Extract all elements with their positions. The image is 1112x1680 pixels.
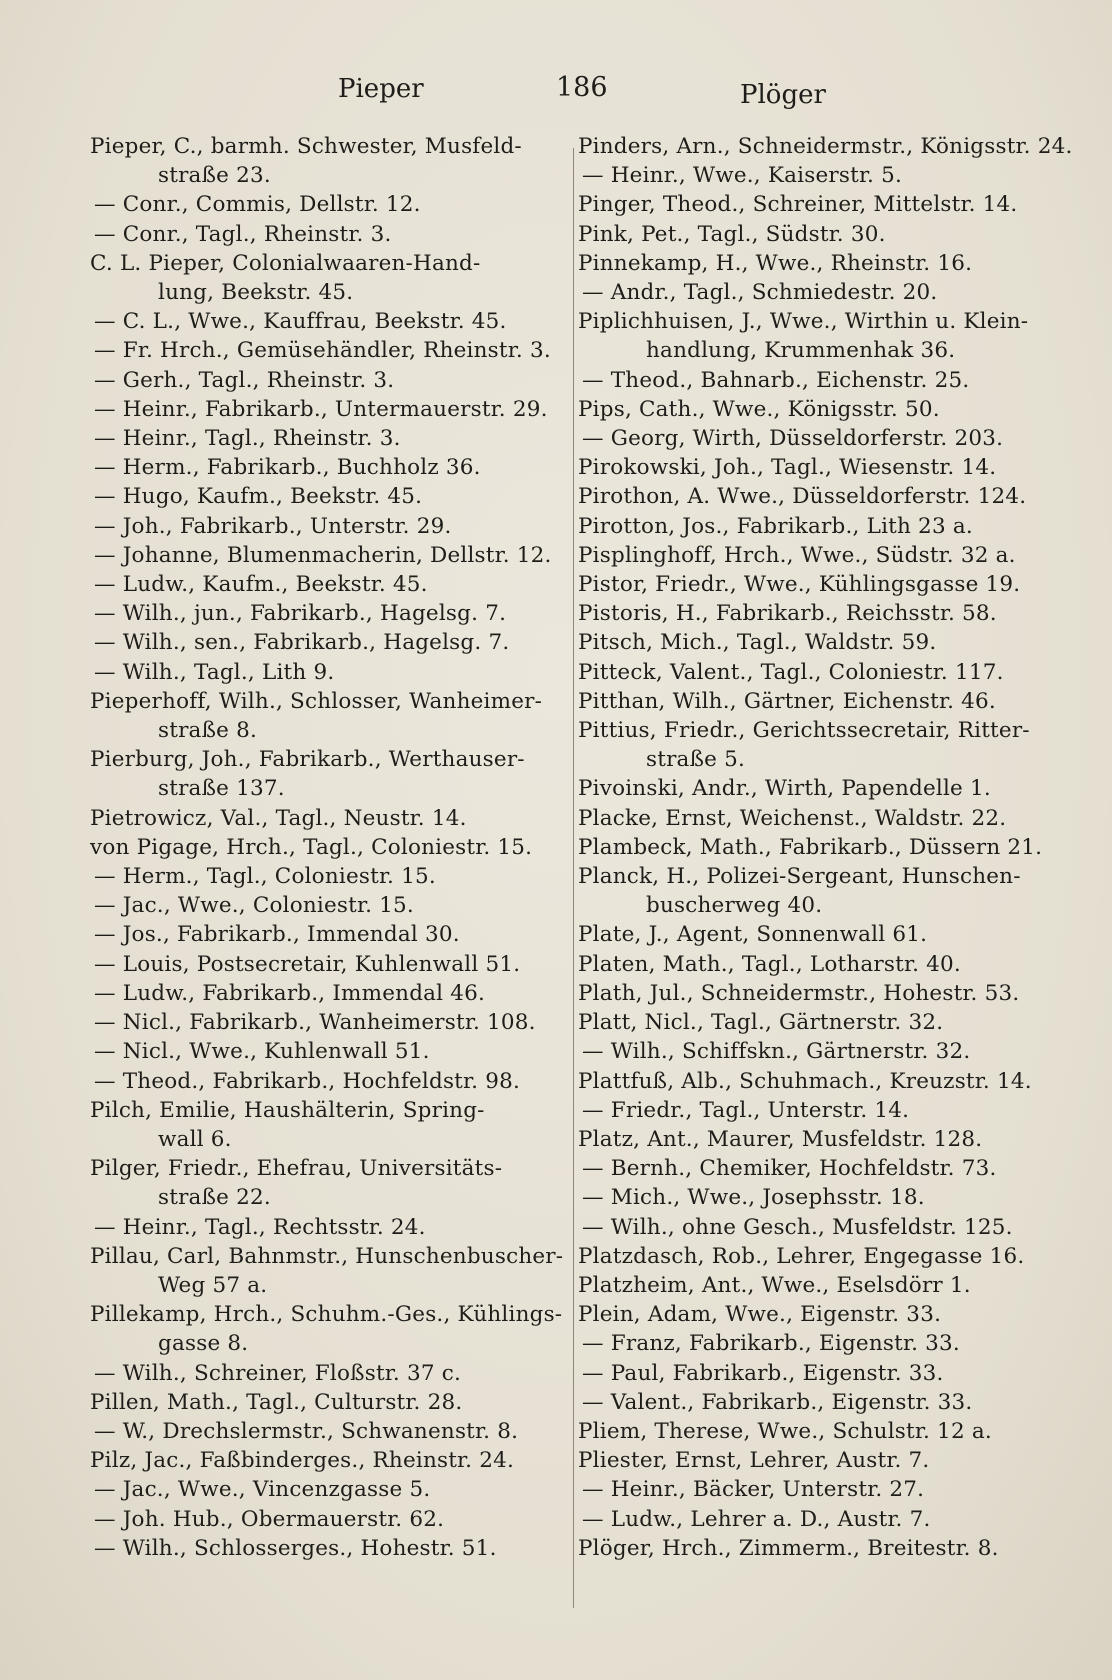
directory-entry-line: Plattfuß, Alb., Schuhmach., Kreuzstr. 14. — [578, 1068, 1032, 1094]
directory-entry-line: Platzheim, Ant., Wwe., Eselsdörr 1. — [578, 1272, 971, 1298]
directory-entry-line: — Conr., Commis, Dellstr. 12. — [94, 192, 421, 218]
directory-entry-line: — Gerh., Tagl., Rheinstr. 3. — [94, 367, 395, 393]
directory-entry-line: — Herm., Fabrikarb., Buchholz 36. — [94, 455, 481, 481]
directory-entry-line: — Ludw., Kaufm., Beekstr. 45. — [94, 572, 428, 598]
directory-entry-line: Pirotton, Jos., Fabrikarb., Lith 23 a. — [578, 513, 973, 539]
directory-entry-line: Pistor, Friedr., Wwe., Kühlingsgasse 19. — [578, 572, 1021, 598]
directory-entry-line: straße 22. — [158, 1185, 271, 1211]
directory-entry-line: Platz, Ant., Maurer, Musfeldstr. 128. — [578, 1126, 983, 1152]
directory-entry-line: Pitsch, Mich., Tagl., Waldstr. 59. — [578, 630, 937, 656]
directory-entry-line: — Johanne, Blumenmacherin, Dellstr. 12. — [94, 542, 552, 568]
directory-entry-line: Pillau, Carl, Bahnmstr., Hunschenbuscher- — [90, 1243, 564, 1269]
directory-entry-line: Piplichhuisen, J., Wwe., Wirthin u. Klein- — [578, 309, 1029, 335]
directory-entry-line: — Nicl., Fabrikarb., Wanheimerstr. 108. — [94, 1010, 536, 1036]
directory-entry-line: Pietrowicz, Val., Tagl., Neustr. 14. — [90, 805, 467, 831]
directory-entry-line: Plein, Adam, Wwe., Eigenstr. 33. — [578, 1302, 942, 1328]
directory-entry-line: — Friedr., Tagl., Unterstr. 14. — [582, 1097, 910, 1123]
directory-entry-line: — Wilh., jun., Fabrikarb., Hagelsg. 7. — [94, 601, 507, 627]
directory-entry-line: Pink, Pet., Tagl., Südstr. 30. — [578, 221, 886, 247]
directory-entry-line: Pillen, Math., Tagl., Culturstr. 28. — [90, 1389, 463, 1415]
directory-entry-line: — Bernh., Chemiker, Hochfeldstr. 73. — [582, 1156, 997, 1182]
directory-entry-line: Pliester, Ernst, Lehrer, Austr. 7. — [578, 1448, 930, 1474]
right-column — [578, 132, 1073, 1563]
directory-entry-line: — Conr., Tagl., Rheinstr. 3. — [94, 221, 392, 247]
left-column — [90, 132, 564, 1563]
directory-entry-line: C. L. Pieper, Colonialwaaren-Hand- — [90, 250, 481, 276]
directory-entry-line: Planck, H., Polizei-Sergeant, Hunschen- — [578, 864, 1021, 890]
directory-entry-line: Pilger, Friedr., Ehefrau, Universitäts- — [90, 1156, 503, 1182]
directory-entry-line: Weg 57 a. — [158, 1272, 268, 1298]
directory-entry-line: — Jos., Fabrikarb., Immendal 30. — [94, 922, 460, 948]
directory-entry-line: handlung, Krummenhak 36. — [646, 338, 956, 364]
directory-entry-line: — Heinr., Tagl., Rheinstr. 3. — [94, 426, 401, 452]
directory-entry-line: — Franz, Fabrikarb., Eigenstr. 33. — [582, 1331, 960, 1357]
directory-entry-line: Pitteck, Valent., Tagl., Coloniestr. 117. — [578, 659, 1004, 685]
header-first-name: Pieper — [338, 74, 424, 104]
directory-entry-line: — Fr. Hrch., Gemüsehändler, Rheinstr. 3. — [94, 338, 551, 364]
directory-entry-line: — Theod., Fabrikarb., Hochfeldstr. 98. — [94, 1068, 520, 1094]
directory-entry-line: Pivoinski, Andr., Wirth, Papendelle 1. — [578, 776, 991, 802]
directory-entry-line: wall 6. — [158, 1126, 232, 1152]
directory-entry-line: — Joh., Fabrikarb., Unterstr. 29. — [94, 513, 452, 539]
directory-entry-line: straße 5. — [646, 747, 746, 773]
directory-entry-line: Pliem, Therese, Wwe., Schulstr. 12 a. — [578, 1418, 992, 1444]
header-last-name: Plöger — [740, 80, 826, 110]
directory-entry-line: — Nicl., Wwe., Kuhlenwall 51. — [94, 1039, 430, 1065]
directory-entry-line: — Jac., Wwe., Vincenzgasse 5. — [94, 1477, 431, 1503]
directory-entry-line: — Wilh., sen., Fabrikarb., Hagelsg. 7. — [94, 630, 510, 656]
directory-entry-line: — Heinr., Bäcker, Unterstr. 27. — [582, 1477, 925, 1503]
directory-entry-line: — Andr., Tagl., Schmiedestr. 20. — [582, 280, 938, 306]
directory-entry-line: lung, Beekstr. 45. — [158, 280, 354, 306]
directory-entry-line: Platen, Math., Tagl., Lotharstr. 40. — [578, 951, 961, 977]
directory-entry-line: Pittius, Friedr., Gerichtssecretair, Ritter- — [578, 718, 1030, 744]
directory-entry-line: Pieper, C., barmh. Schwester, Musfeld- — [90, 134, 522, 159]
directory-entry-line: Pilz, Jac., Faßbinderges., Rheinstr. 24. — [90, 1448, 515, 1474]
directory-entry-line: — Georg, Wirth, Düsseldorferstr. 203. — [582, 426, 1004, 452]
directory-entry-line: Placke, Ernst, Weichenst., Waldstr. 22. — [578, 805, 1007, 831]
directory-entry-line: — Wilh., Schreiner, Floßstr. 37 c. — [94, 1360, 462, 1386]
directory-entry-line: Pitthan, Wilh., Gärtner, Eichenstr. 46. — [578, 688, 996, 714]
directory-entry-line: — Ludw., Lehrer a. D., Austr. 7. — [582, 1506, 931, 1532]
directory-entry-line: Pistoris, H., Fabrikarb., Reichsstr. 58. — [578, 601, 997, 627]
directory-entry-line: — Wilh., Schlosserges., Hohestr. 51. — [94, 1535, 497, 1561]
directory-entry-line: — W., Drechslermstr., Schwanenstr. 8. — [94, 1418, 519, 1444]
directory-entry-line: — Heinr., Fabrikarb., Untermauerstr. 29. — [94, 396, 548, 422]
directory-entry-line: Pips, Cath., Wwe., Königsstr. 50. — [578, 396, 940, 422]
directory-entry-line: — Valent., Fabrikarb., Eigenstr. 33. — [582, 1389, 973, 1415]
directory-entry-line: — C. L., Wwe., Kauffrau, Beekstr. 45. — [94, 309, 507, 335]
directory-entry-line: straße 137. — [158, 776, 285, 802]
directory-entry-line: Plate, J., Agent, Sonnenwall 61. — [578, 922, 928, 948]
directory-entry-line: — Jac., Wwe., Coloniestr. 15. — [94, 893, 414, 919]
directory-entry-line: Pinger, Theod., Schreiner, Mittelstr. 14. — [578, 192, 1018, 218]
directory-entry-line: Platzdasch, Rob., Lehrer, Engegasse 16. — [578, 1243, 1025, 1269]
directory-entry-line: Pillekamp, Hrch., Schuhm.-Ges., Kühlings- — [90, 1302, 563, 1328]
directory-entry-line: von Pigage, Hrch., Tagl., Coloniestr. 15. — [90, 834, 533, 860]
directory-entry-line: — Heinr., Wwe., Kaiserstr. 5. — [582, 163, 903, 189]
directory-entry-line: Pinnekamp, H., Wwe., Rheinstr. 16. — [578, 250, 973, 276]
directory-entry-line: — Wilh., Tagl., Lith 9. — [94, 659, 335, 685]
directory-entry-line: Plöger, Hrch., Zimmerm., Breitestr. 8. — [578, 1535, 999, 1561]
directory-entry-line: straße 8. — [158, 718, 258, 744]
directory-entry-line: — Paul, Fabrikarb., Eigenstr. 33. — [582, 1360, 944, 1386]
directory-entry-line: — Heinr., Tagl., Rechtsstr. 24. — [94, 1214, 426, 1240]
directory-entry-line: gasse 8. — [158, 1331, 249, 1357]
directory-entry-line: — Ludw., Fabrikarb., Immendal 46. — [94, 980, 486, 1006]
column-divider — [573, 148, 574, 1608]
page-number: 186 — [556, 72, 608, 103]
directory-entry-line: — Louis, Postsecretair, Kuhlenwall 51. — [94, 951, 521, 977]
directory-entry-line: — Theod., Bahnarb., Eichenstr. 25. — [582, 367, 970, 393]
directory-entry-line: buscherweg 40. — [646, 893, 823, 919]
directory-entry-line: — Wilh., Schiffskn., Gärtnerstr. 32. — [582, 1039, 971, 1065]
directory-entry-line: — Mich., Wwe., Josephsstr. 18. — [582, 1185, 925, 1211]
directory-entry-line: — Herm., Tagl., Coloniestr. 15. — [94, 864, 436, 890]
directory-entry-line: Pilch, Emilie, Haushälterin, Spring- — [90, 1097, 485, 1123]
directory-entry-line: Pirokowski, Joh., Tagl., Wiesenstr. 14. — [578, 455, 997, 481]
directory-entry-line: Pierburg, Joh., Fabrikarb., Werthauser- — [90, 747, 525, 773]
directory-entry-line: Pinders, Arn., Schneidermstr., Königsstr. 24. — [578, 134, 1073, 159]
directory-entry-line: — Hugo, Kaufm., Beekstr. 45. — [94, 484, 423, 510]
directory-entry-line: Pisplinghoff, Hrch., Wwe., Südstr. 32 a. — [578, 542, 1016, 568]
directory-entry-line: Platt, Nicl., Tagl., Gärtnerstr. 32. — [578, 1010, 944, 1036]
directory-entry-line: Plambeck, Math., Fabrikarb., Düssern 21. — [578, 834, 1043, 860]
running-header — [0, 68, 1112, 108]
directory-entry-line: straße 23. — [158, 163, 271, 189]
directory-entry-line: — Wilh., ohne Gesch., Musfeldstr. 125. — [582, 1214, 1013, 1240]
directory-entry-line: Pieperhoff, Wilh., Schlosser, Wanheimer- — [90, 688, 543, 714]
directory-entry-line: Plath, Jul., Schneidermstr., Hohestr. 53. — [578, 980, 1020, 1006]
directory-entry-line: Pirothon, A. Wwe., Düsseldorferstr. 124. — [578, 484, 1027, 510]
directory-entry-line: — Joh. Hub., Obermauerstr. 62. — [94, 1506, 445, 1532]
